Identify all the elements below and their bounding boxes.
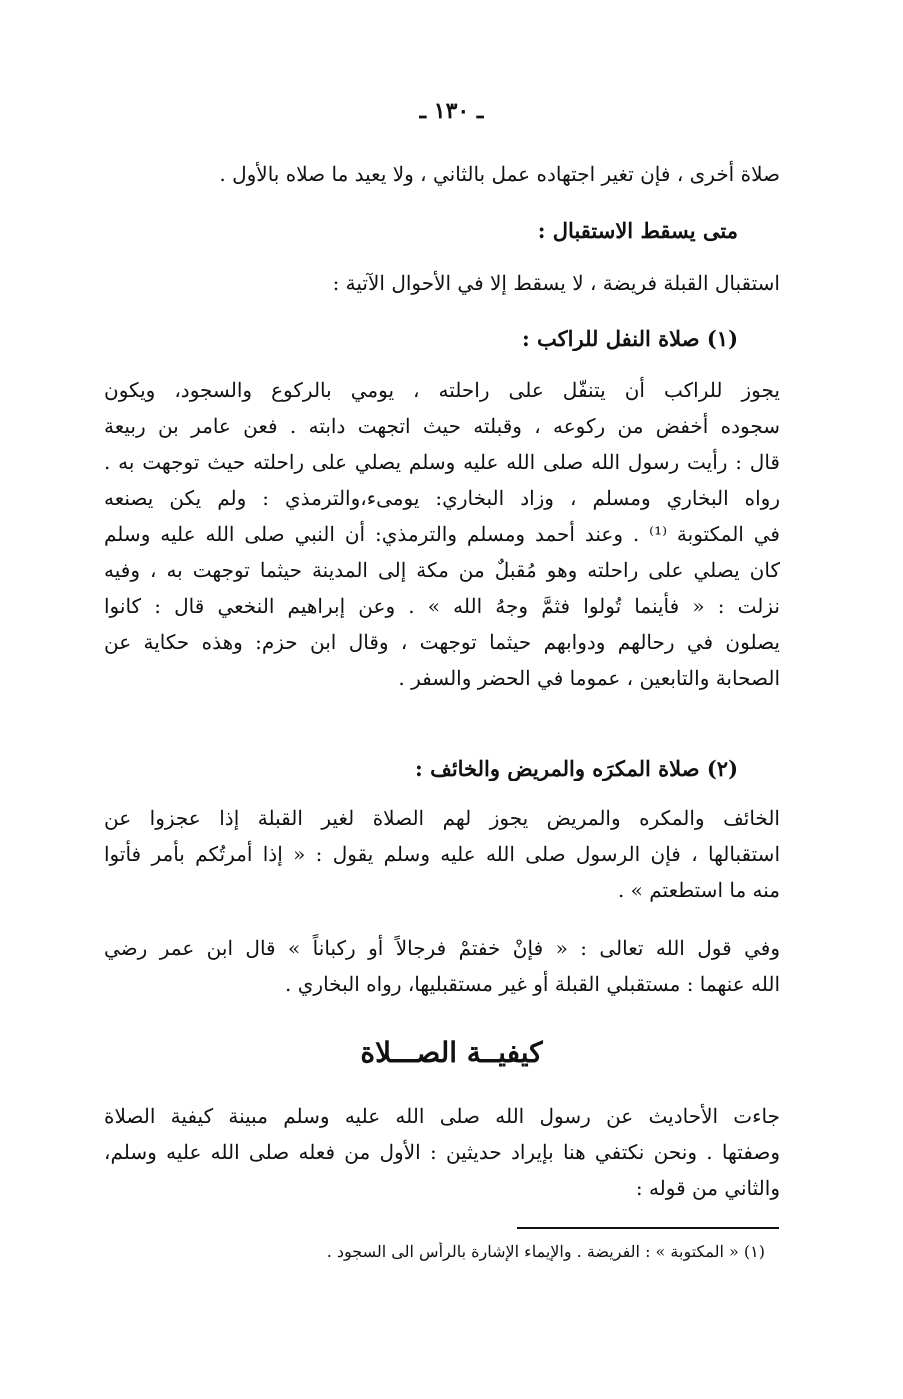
paragraph-line: استقبالها ، فإن الرسول صلى الله عليه وسلم يقول : « إذا أمرتُكم بأمر فأتوا — [104, 842, 780, 866]
intro-paragraph — [104, 156, 780, 192]
paragraph-line: الصحابة والتابعين ، عموما في الحضر والسفر . — [398, 666, 780, 690]
paragraph-line: منه ما استطعتم » . — [617, 878, 780, 902]
paragraph-line: جاءت الأحاديث عن رسول الله صلى الله عليه وسلم مبينة كيفية الصلاة — [104, 1104, 780, 1128]
paragraph-line: سجوده أخفض من ركوعه ، وقبلته حيث اتجهت دابته . فعن عامر بن ربيعة — [104, 414, 780, 438]
paragraph-line: قال : رأيت رسول الله صلى الله عليه وسلم يصلي على راحلته حيث توجهت به . — [104, 450, 780, 474]
paragraph-line: والثاني من قوله : — [635, 1176, 780, 1200]
manner-paragraph — [104, 1098, 780, 1206]
paragraph-line: صلاة أخرى ، فإن تغير اجتهاده عمل بالثاني ، ولا يعيد ما صلاه بالأول . — [219, 162, 780, 186]
paragraph-line: رواه البخاري ومسلم ، وزاد البخاري: يومىء،والترمذي : ولم يكن يصنعه — [104, 486, 780, 510]
paragraph-line: نزلت : « فأينما تُولوا فثمَّ وجهُ الله » . وعن إبراهيم النخعي قال : كانوا — [104, 594, 780, 618]
heading-coerced-prayer: (٢) صلاة المكرَه والمريض والخائف : — [415, 756, 738, 781]
paragraph-line: في المكتوبة ⁽¹⁾ . وعند أحمد ومسلم والترمذي: أن النبي صلى الله عليه وسلم — [104, 522, 780, 546]
coerced-paragraph — [104, 800, 780, 908]
heading-when-qibla-drops: متى يسقط الاستقبال : — [537, 218, 738, 243]
heading-rider-prayer: (١) صلاة النفل للراكب : — [521, 326, 738, 351]
paragraph-line: وصفتها . ونحن نكتفي هنا بإيراد حديثين : الأول من فعله صلى الله عليه وسلم، — [104, 1140, 780, 1164]
paragraph-line: كان يصلي على راحلته وهو مُقبلٌ من مكة إلى المدينة حيثما توجهت به ، وفيه — [104, 558, 780, 582]
paragraph-line: الخائف والمكره والمريض يجوز لهم الصلاة لغير القبلة إذا عجزوا عن — [104, 806, 780, 830]
footnote: (١) « المكتوبة » : الفريضة . والإيماء الإشارة بالرأس الى السجود . — [326, 1242, 765, 1261]
rider-paragraph — [104, 372, 780, 696]
paragraph-line: الله عنهما : مستقبلي القبلة أو غير مستقبليها، رواه البخاري . — [285, 972, 780, 996]
section-title: كيفيــة الصـــلاة — [360, 1036, 543, 1069]
obligation-paragraph — [104, 265, 780, 301]
paragraph-line: استقبال القبلة فريضة ، لا يسقط إلا في الأحوال الآتية : — [332, 271, 780, 295]
paragraph-line: يصلون في رحالهم ودوابهم حيثما توجهت ، وقال ابن حزم: وهذه حكاية عن — [104, 630, 780, 654]
paragraph-line: يجوز للراكب أن يتنفّل على راحلته ، يومي بالركوع والسجود، ويكون — [104, 378, 780, 402]
quran-paragraph — [104, 930, 780, 1002]
page-number: ـ ١٣٠ ـ — [419, 98, 484, 124]
paragraph-line: وفي قول الله تعالى : « فإنْ خفتمْ فرجالاً أو ركباناً » قال ابن عمر رضي — [104, 936, 780, 960]
footnote-separator — [517, 1227, 779, 1229]
